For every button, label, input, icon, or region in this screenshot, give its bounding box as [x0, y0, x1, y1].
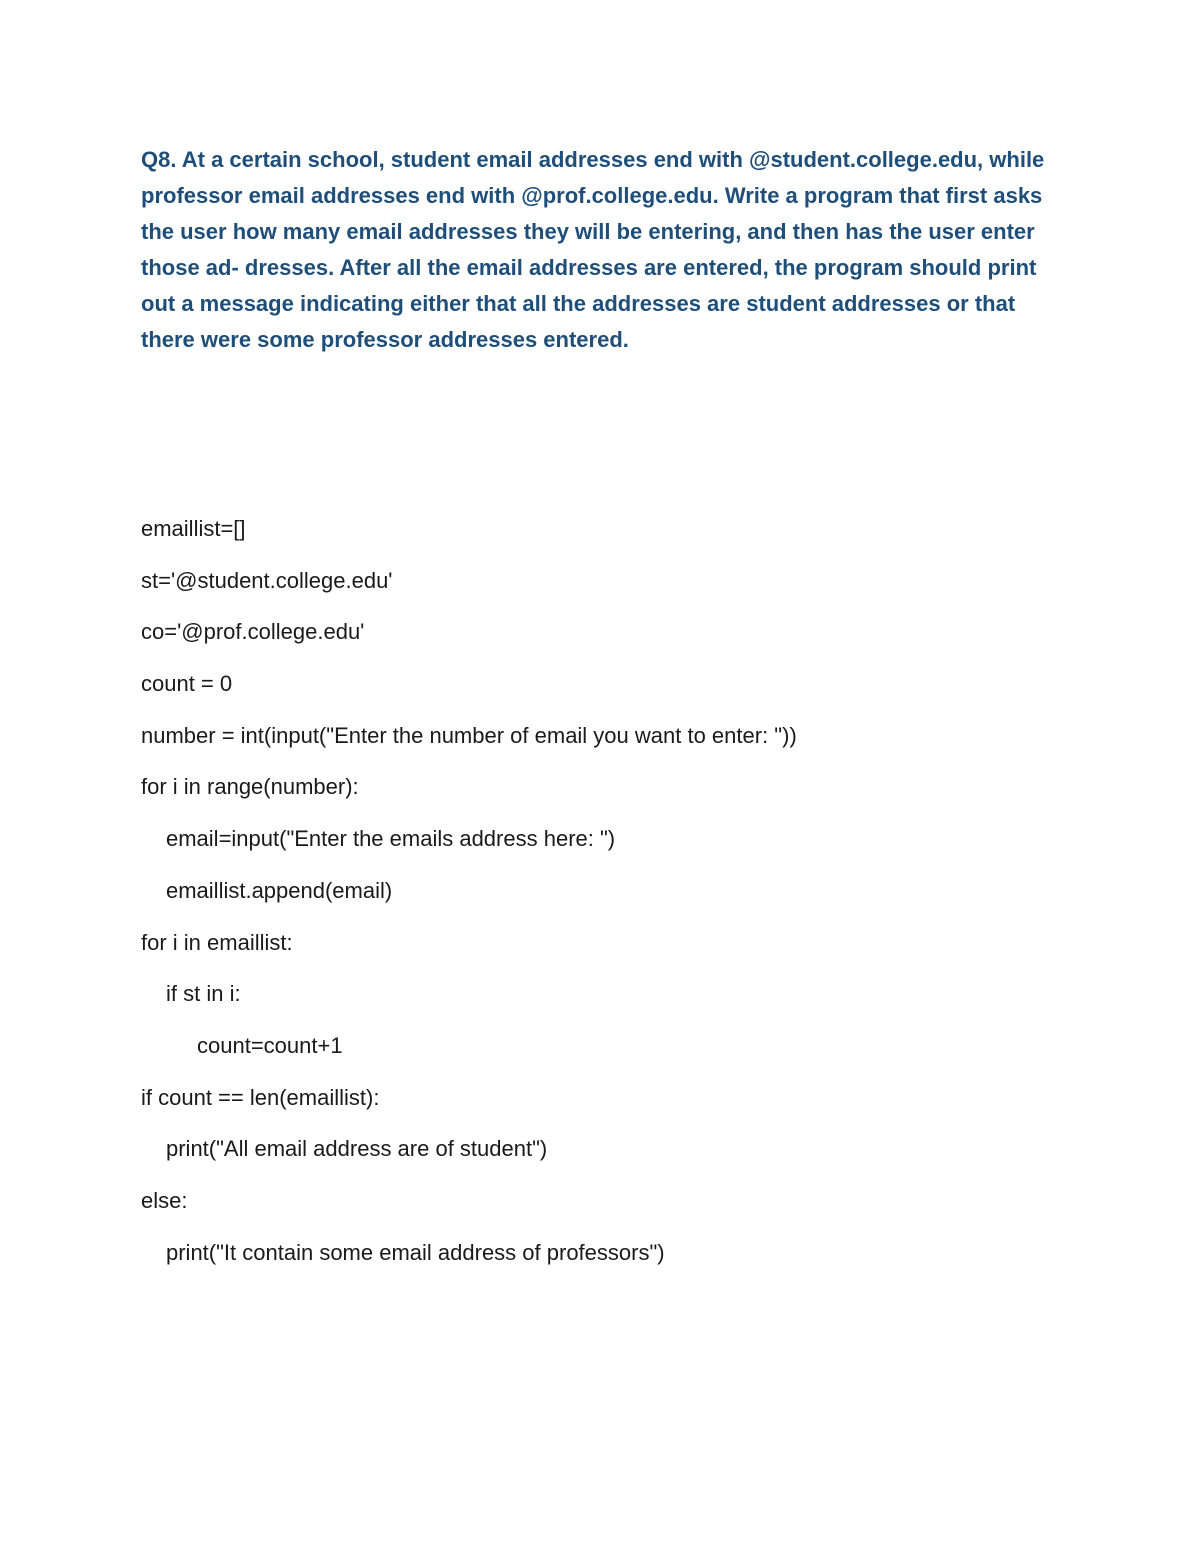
- code-line: emaillist=[]: [141, 516, 246, 541]
- code-line: email=input("Enter the emails address here: "): [166, 826, 616, 852]
- code-line: for i in emaillist:: [141, 929, 293, 955]
- code-line: print("It contain some email address of professors"): [166, 1239, 665, 1265]
- code-line: if st in i:: [166, 981, 241, 1007]
- code-line: for i in range(number):: [141, 774, 359, 800]
- code-line: number = int(input("Enter the number of email you want to enter: ")): [141, 722, 797, 748]
- code-line: count=count+1: [197, 1032, 343, 1058]
- code-line: else:: [141, 1187, 188, 1213]
- code-line: count = 0: [141, 671, 233, 697]
- question-text: Q8. At a certain school, student email addresses end with @student.college.edu, while professor email addresses end with @prof.college.edu. Write a program that first asks the user how many email addresses they will be entering, and then has the user enter those ad- dresses. After all the email addresses are entered, the program should print out a message indicating either that all the addresses are student addresses or that there were some professor addresses entered.: [141, 147, 1045, 352]
- code-line: co='@prof.college.edu': [141, 619, 365, 645]
- code-line: st='@student.college.edu': [141, 567, 393, 593]
- code-line: emaillist.append(email): [166, 877, 393, 903]
- code-line: print("All email address are of student"): [166, 1136, 548, 1162]
- code-line: if count == len(emaillist):: [141, 1084, 380, 1110]
- code-block: [141, 512, 1101, 1287]
